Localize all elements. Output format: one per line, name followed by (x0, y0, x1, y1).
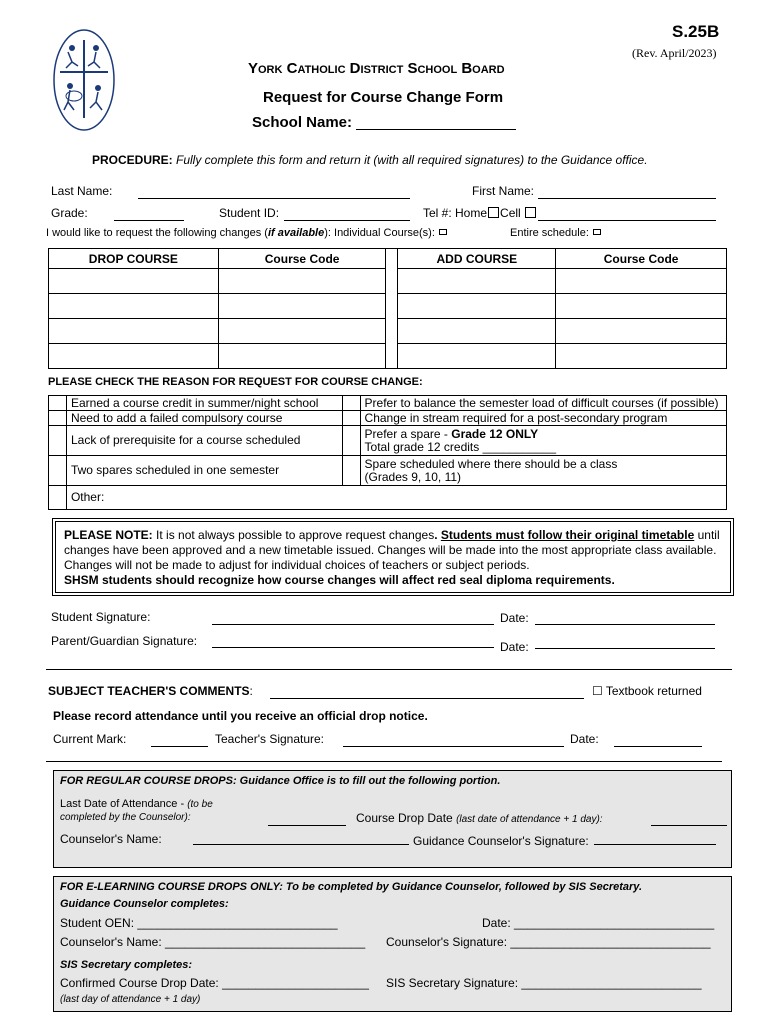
elearning-title: FOR E-LEARNING COURSE DROPS ONLY: To be completed by Guidance Counselor, followed by SIS Secretary. (60, 881, 643, 893)
add-code-cell[interactable] (556, 294, 727, 319)
drop-code-cell[interactable] (218, 294, 386, 319)
reason-row (49, 411, 727, 426)
cell-checkbox[interactable] (525, 207, 536, 218)
add-code-cell[interactable] (556, 269, 727, 294)
counselor-name-field[interactable] (193, 844, 409, 845)
parent-date-field[interactable] (535, 648, 715, 649)
last-attendance-note: (to be (187, 799, 213, 810)
reason-left: Two spares scheduled in one semester (66, 456, 342, 486)
elearning-box (53, 876, 732, 1012)
reason-checkbox[interactable] (342, 396, 360, 411)
grade-12-only: Grade 12 ONLY (451, 426, 539, 441)
student-date-field[interactable] (535, 624, 715, 625)
procedure-text: Fully complete this form and return it (with all required signatures) to the Guidance office. (176, 153, 648, 167)
teacher-comments-title: SUBJECT TEACHER'S COMMENTS (48, 684, 250, 698)
sis-signature[interactable]: SIS Secretary Signature: ___________________________ (386, 976, 702, 990)
textbook-returned[interactable]: ☐ Textbook returned (592, 684, 702, 698)
drop-date-note: (last date of attendance + 1 day): (456, 814, 603, 825)
teacher-date-label: Date: (570, 732, 599, 746)
reason-right: Change in stream required for a post-secondary program (360, 411, 726, 426)
reason-right: Prefer to balance the semester load of difficult courses (if possible) (360, 396, 726, 411)
change-request-line (46, 227, 447, 239)
tel-cell-label: Cell (500, 206, 521, 220)
reason-left: Earned a course credit in summer/night school (66, 396, 342, 411)
add-code-cell[interactable] (556, 319, 727, 344)
reason-row (49, 456, 727, 486)
counselor-completes: Guidance Counselor completes: (60, 898, 229, 910)
reason-row (49, 396, 727, 411)
teacher-comments-colon: : (249, 684, 253, 698)
student-signature-label: Student Signature: (51, 610, 151, 624)
student-id-field[interactable] (284, 220, 410, 221)
reason-checkbox[interactable] (342, 411, 360, 426)
note-text-1: It is not always possible to approve request changes (156, 528, 435, 542)
student-signature-field[interactable] (212, 624, 494, 625)
guidance-signature-label: Guidance Counselor's Signature: (413, 834, 589, 848)
drop-course-cell[interactable] (49, 319, 219, 344)
form-number: S.25B (672, 22, 720, 41)
student-id-label: Student ID: (219, 206, 280, 220)
reason-row (49, 426, 727, 456)
first-name-field[interactable] (538, 198, 716, 199)
current-mark-label: Current Mark: (53, 732, 127, 746)
entire-schedule (510, 227, 601, 239)
drop-code-cell[interactable] (218, 319, 386, 344)
reason-checkbox[interactable] (49, 486, 67, 510)
note-underlined: Students must follow their original timetable (440, 528, 695, 542)
add-course-cell[interactable] (398, 269, 556, 294)
drop-date-field[interactable] (651, 825, 727, 826)
first-name-label: First Name: (472, 184, 535, 198)
attendance-note: Please record attendance until you receive an official drop notice. (53, 709, 428, 723)
section-divider (46, 669, 732, 670)
parent-signature-field[interactable] (212, 647, 494, 648)
revision-date: (Rev. April/2023) (632, 46, 717, 60)
current-mark-field[interactable] (151, 746, 208, 747)
reason-left: Need to add a failed compulsory course (66, 411, 342, 426)
form-title: Request for Course Change Form (263, 89, 504, 106)
drop-code-header: Course Code (218, 249, 386, 269)
confirmed-drop-date[interactable]: Confirmed Course Drop Date: ______________________ (60, 976, 369, 990)
teacher-comments-label (48, 684, 253, 698)
entire-schedule-checkbox[interactable] (593, 229, 601, 235)
add-code-header: Course Code (556, 249, 727, 269)
elearning-counselor-name[interactable]: Counselor's Name: ______________________________ (60, 935, 366, 949)
elearning-counselor-signature[interactable]: Counselor's Signature: ______________________________ (386, 935, 711, 949)
reason-checkbox[interactable] (49, 396, 67, 411)
teacher-comments-field[interactable] (270, 698, 584, 699)
student-oen[interactable]: Student OEN: ______________________________ (60, 916, 338, 930)
drop-code-cell[interactable] (218, 344, 386, 369)
table-divider (386, 249, 398, 369)
tel-label (423, 206, 537, 220)
drop-course-cell[interactable] (49, 294, 219, 319)
last-name-field[interactable] (138, 198, 410, 199)
parent-signature-label: Parent/Guardian Signature: (51, 634, 198, 648)
reason-other[interactable]: Other: (66, 486, 726, 510)
regular-drops-box (53, 770, 732, 868)
procedure-label: PROCEDURE: (92, 153, 173, 167)
grades-text: (Grades 9, 10, 11) (364, 469, 462, 484)
spare-class-text: Spare scheduled where there should be a class (364, 456, 618, 471)
reason-left: Lack of prerequisite for a course scheduled (66, 426, 342, 456)
reason-checkbox[interactable] (49, 426, 67, 456)
last-day-note: (last day of attendance + 1 day) (60, 994, 201, 1005)
grade-label: Grade: (51, 206, 88, 220)
request-emphasis: if available (267, 227, 325, 239)
drop-date-label (356, 811, 603, 825)
last-attendance-label (60, 798, 213, 824)
last-attendance-text: Last Date of Attendance - (60, 798, 185, 810)
add-course-header: ADD COURSE (398, 249, 556, 269)
add-code-cell[interactable] (556, 344, 727, 369)
drop-date-text: Course Drop Date (356, 811, 453, 825)
add-course-cell[interactable] (398, 319, 556, 344)
individual-checkbox[interactable] (439, 229, 447, 235)
note-dot: . (434, 528, 438, 542)
table-header-row (49, 249, 727, 269)
sis-completes: SIS Secretary completes: (60, 959, 193, 971)
regular-drops-title: FOR REGULAR COURSE DROPS: Guidance Office is to fill out the following portion. (60, 775, 501, 787)
drop-code-cell[interactable] (218, 269, 386, 294)
teacher-signature-label: Teacher's Signature: (215, 732, 325, 746)
student-date-label: Date: (500, 611, 529, 625)
drop-course-cell[interactable] (49, 269, 219, 294)
school-name-label: School Name: (252, 114, 353, 131)
spare-text: Prefer a spare - (364, 426, 452, 441)
course-change-table (48, 248, 727, 369)
request-individual: ): Individual Course(s): (324, 227, 435, 239)
drop-course-cell[interactable] (49, 344, 219, 369)
reason-checkbox[interactable] (49, 456, 67, 486)
board-name: York Catholic District School Board (248, 60, 505, 77)
entire-schedule-label: Entire schedule: (510, 227, 589, 239)
last-name-label: Last Name: (51, 184, 113, 198)
add-course-cell[interactable] (398, 294, 556, 319)
note-label: PLEASE NOTE: (64, 528, 153, 542)
reason-right (360, 426, 726, 456)
procedure (92, 153, 648, 167)
school-name-field[interactable] (356, 129, 516, 130)
section-divider (46, 761, 722, 762)
reason-row (49, 486, 727, 510)
reasons-heading: PLEASE CHECK THE REASON FOR REQUEST FOR COURSE CHANGE: (48, 376, 423, 388)
note-text-2: until changes have been approved and a new timetable issued. Changes will be made into the most appropriate class available. Changes will not be made to adjust for individual choices of teachers or subject periods. (64, 528, 720, 572)
reason-right (360, 456, 726, 486)
drop-course-header: DROP COURSE (49, 249, 219, 269)
home-checkbox[interactable] (488, 207, 499, 218)
grade-field[interactable] (114, 220, 184, 221)
tel-home-label: Tel #: Home (423, 206, 488, 220)
tel-field[interactable] (538, 220, 716, 221)
parent-date-label: Date: (500, 640, 529, 654)
shsm-note: SHSM students should recognize how course changes will affect red seal diploma requirements. (64, 573, 615, 587)
board-logo (38, 26, 130, 134)
reason-checkbox[interactable] (342, 456, 360, 486)
teacher-signature-field[interactable] (343, 746, 564, 747)
guidance-signature-field[interactable] (594, 844, 716, 845)
reasons-table (48, 395, 727, 510)
reason-checkbox[interactable] (342, 426, 360, 456)
teacher-date-field[interactable] (614, 746, 702, 747)
reason-checkbox[interactable] (49, 411, 67, 426)
request-text: I would like to request the following changes ( (46, 227, 268, 239)
last-attendance-note-2: completed by the Counselor): (60, 812, 191, 823)
please-note-box (52, 518, 734, 596)
counselor-name-label: Counselor's Name: (60, 832, 162, 846)
total-credits: Total grade 12 credits ___________ (364, 439, 557, 454)
elearning-date[interactable]: Date: ______________________________ (482, 916, 715, 930)
add-course-cell[interactable] (398, 344, 556, 369)
last-attendance-field[interactable] (268, 825, 346, 826)
